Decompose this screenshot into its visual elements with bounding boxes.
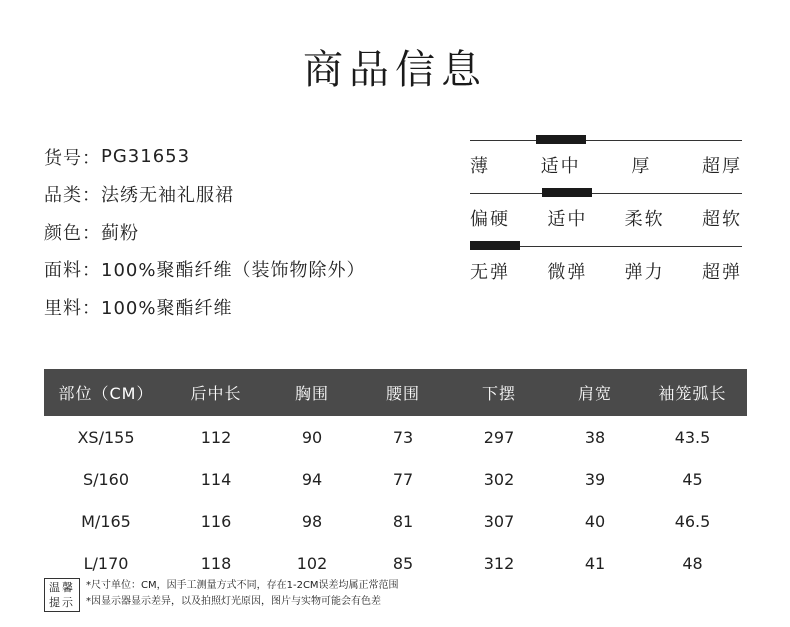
info-item-color (44, 213, 365, 251)
scale-option: 无弹 (470, 262, 510, 283)
warm-tips (44, 578, 399, 612)
table-header-row (44, 369, 747, 416)
scale-option: 柔软 (624, 209, 665, 230)
scale-marker (536, 135, 586, 144)
table-cell: 85 (392, 553, 414, 573)
softness-scale (470, 193, 742, 246)
info-value: 蓟粉 (101, 222, 139, 244)
info-item-category (44, 176, 365, 214)
table-row (44, 500, 747, 542)
info-value: PG31653 (101, 146, 191, 168)
column-header: 袖笼弧长 (638, 369, 747, 416)
table-cell: 98 (301, 511, 323, 531)
table-cell: 118 (200, 553, 232, 573)
attribute-scales (470, 140, 742, 299)
product-info (44, 138, 365, 326)
scale-option: 偏硬 (470, 209, 510, 230)
tips-badge-line: 温馨 (49, 581, 75, 594)
table-cell: 43.5 (674, 427, 711, 447)
column-header: 腰围 (360, 369, 446, 416)
table-cell: 45 (682, 469, 703, 489)
table-cell: 297 (483, 427, 515, 447)
tip-line: *尺寸单位：CM，因手工测量方式不同，存在1-2CM误差均属正常范围 (86, 580, 399, 591)
elasticity-scale (470, 246, 742, 299)
scale-option: 适中 (540, 156, 581, 177)
scale-option: 超软 (701, 209, 742, 230)
info-label: 颜色： (44, 222, 101, 244)
table-cell: 90 (301, 427, 323, 447)
table-cell: 39 (584, 469, 606, 489)
size-table (44, 369, 747, 584)
info-value: 100%聚酯纤维 (101, 297, 233, 319)
table-cell: L/170 (83, 553, 129, 573)
table-cell: 41 (584, 553, 606, 573)
thickness-scale (470, 140, 742, 193)
table-cell: 94 (301, 469, 323, 489)
tip-line: *因显示器显示差异，以及拍照灯光原因，图片与实物可能会有色差 (86, 596, 381, 607)
info-item-fabric (44, 251, 365, 289)
tips-badge (44, 578, 80, 612)
table-cell: 307 (483, 511, 515, 531)
scale-option: 薄 (470, 156, 490, 177)
page-title: 商品信息 (303, 47, 487, 93)
table-cell: XS/155 (77, 427, 135, 447)
scale-option: 超厚 (701, 156, 742, 177)
table-cell: 48 (682, 553, 703, 573)
column-header: 部位（CM） (44, 369, 168, 416)
table-row (44, 458, 747, 500)
table-cell: 114 (200, 469, 232, 489)
table-row (44, 416, 747, 458)
info-item-lining (44, 288, 365, 326)
info-value: 100%聚酯纤维（装饰物除外） (101, 260, 366, 282)
scale-option: 厚 (631, 156, 652, 177)
table-cell: 302 (483, 469, 515, 489)
info-label: 面料： (44, 260, 101, 282)
table-cell: 38 (584, 427, 606, 447)
column-header: 胸围 (264, 369, 360, 416)
table-cell: 312 (483, 553, 515, 573)
table-cell: 102 (296, 553, 328, 573)
table-cell: S/160 (82, 469, 130, 489)
info-label: 货号： (44, 147, 101, 169)
scale-option: 弹力 (624, 262, 665, 283)
scale-option: 微弹 (547, 262, 588, 283)
table-cell: 46.5 (674, 511, 711, 531)
column-header: 下摆 (446, 369, 552, 416)
scale-marker (542, 188, 592, 197)
info-label: 里料： (44, 297, 101, 319)
info-item-number (44, 138, 365, 176)
table-cell: 77 (392, 469, 414, 489)
scale-option: 超弹 (701, 262, 742, 283)
table-cell: 73 (392, 427, 414, 447)
scale-option: 适中 (547, 209, 588, 230)
scale-line (470, 193, 742, 194)
tips-badge-line: 提示 (49, 596, 75, 609)
scale-line (470, 140, 742, 141)
column-header: 肩宽 (552, 369, 638, 416)
scale-marker (470, 241, 520, 250)
table-cell: 40 (584, 511, 606, 531)
table-cell: 112 (200, 427, 232, 447)
table-cell: 116 (200, 511, 232, 531)
table-cell: 81 (392, 511, 414, 531)
column-header: 后中长 (168, 369, 264, 416)
info-value: 法绣无袖礼服裙 (101, 185, 234, 207)
table-cell: M/165 (81, 511, 131, 531)
info-label: 品类： (44, 185, 101, 207)
